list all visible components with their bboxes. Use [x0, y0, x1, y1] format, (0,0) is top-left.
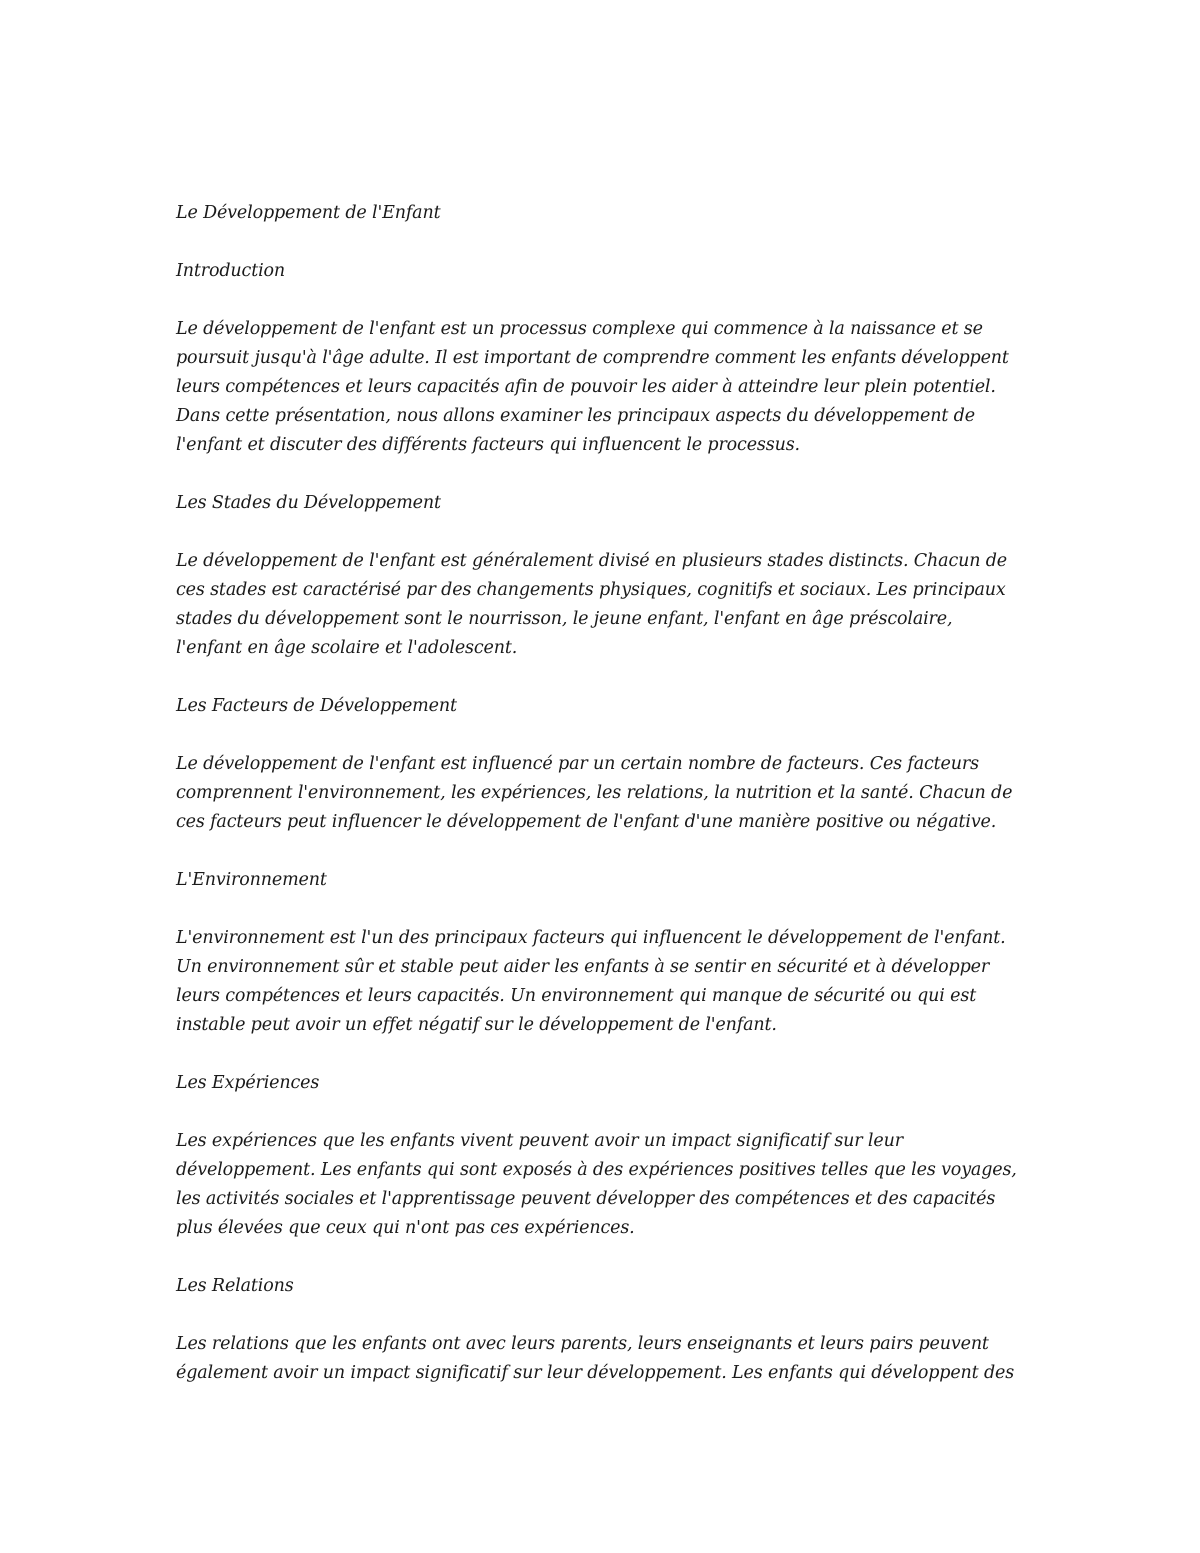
section-heading-environnement: L'Environnement: [176, 870, 327, 890]
text-line: poursuit jusqu'à l'âge adulte. Il est important de comprendre comment les enfants développent: [176, 348, 1009, 368]
section-heading-relations: Les Relations: [176, 1276, 294, 1296]
text-line: ces facteurs peut influencer le développement de l'enfant d'une manière positive ou négative.: [176, 812, 997, 832]
section-heading-introduction: Introduction: [176, 261, 286, 281]
document-body: [176, 199, 1036, 1417]
text-line: plus élevées que ceux qui n'ont pas ces expériences.: [176, 1218, 635, 1238]
text-line: l'enfant en âge scolaire et l'adolescent.: [176, 638, 518, 658]
text-line: Le développement de l'enfant est influencé par un certain nombre de facteurs. Ces facteurs: [176, 754, 979, 774]
paragraph-facteurs: [176, 750, 1036, 837]
text-line: Un environnement sûr et stable peut aider les enfants à se sentir en sécurité et à développer: [176, 957, 990, 977]
paragraph-experiences: [176, 1127, 1036, 1243]
text-line: comprennent l'environnement, les expériences, les relations, la nutrition et la santé. Chacun de: [176, 783, 1013, 803]
paragraph-stades: [176, 547, 1036, 663]
text-line: ces stades est caractérisé par des changements physiques, cognitifs et sociaux. Les principaux: [176, 580, 1006, 600]
text-line: L'environnement est l'un des principaux facteurs qui influencent le développement de l'enfant.: [176, 928, 1006, 948]
text-line: Le développement de l'enfant est généralement divisé en plusieurs stades distincts. Chacun de: [176, 551, 1008, 571]
text-line: leurs compétences et leurs capacités. Un environnement qui manque de sécurité ou qui est: [176, 986, 977, 1006]
text-line: les activités sociales et l'apprentissage peuvent développer des compétences et des capacités: [176, 1189, 996, 1209]
text-line: stades du développement sont le nourrisson, le jeune enfant, l'enfant en âge préscolaire,: [176, 609, 953, 629]
text-line: l'enfant et discuter des différents facteurs qui influencent le processus.: [176, 435, 800, 455]
text-line: Les expériences que les enfants vivent peuvent avoir un impact significatif sur leur: [176, 1131, 903, 1151]
paragraph-introduction: [176, 315, 1036, 460]
text-line: Les relations que les enfants ont avec leurs parents, leurs enseignants et leurs pairs peuvent: [176, 1334, 989, 1354]
text-line: Dans cette présentation, nous allons examiner les principaux aspects du développement de: [176, 406, 975, 426]
text-line: instable peut avoir un effet négatif sur le développement de l'enfant.: [176, 1015, 777, 1035]
section-heading-stades: Les Stades du Développement: [176, 493, 441, 513]
text-line: Le développement de l'enfant est un processus complexe qui commence à la naissance et se: [176, 319, 983, 339]
text-line: leurs compétences et leurs capacités afin de pouvoir les aider à atteindre leur plein potentiel.: [176, 377, 996, 397]
text-line: développement. Les enfants qui sont exposés à des expériences positives telles que les voyages,: [176, 1160, 1017, 1180]
section-heading-experiences: Les Expériences: [176, 1073, 320, 1093]
section-heading-facteurs: Les Facteurs de Développement: [176, 696, 457, 716]
paragraph-environnement: [176, 924, 1036, 1040]
paragraph-relations: [176, 1330, 1036, 1388]
document-title: Le Développement de l'Enfant: [176, 203, 441, 223]
text-line: également avoir un impact significatif sur leur développement. Les enfants qui développent des: [176, 1363, 1015, 1383]
